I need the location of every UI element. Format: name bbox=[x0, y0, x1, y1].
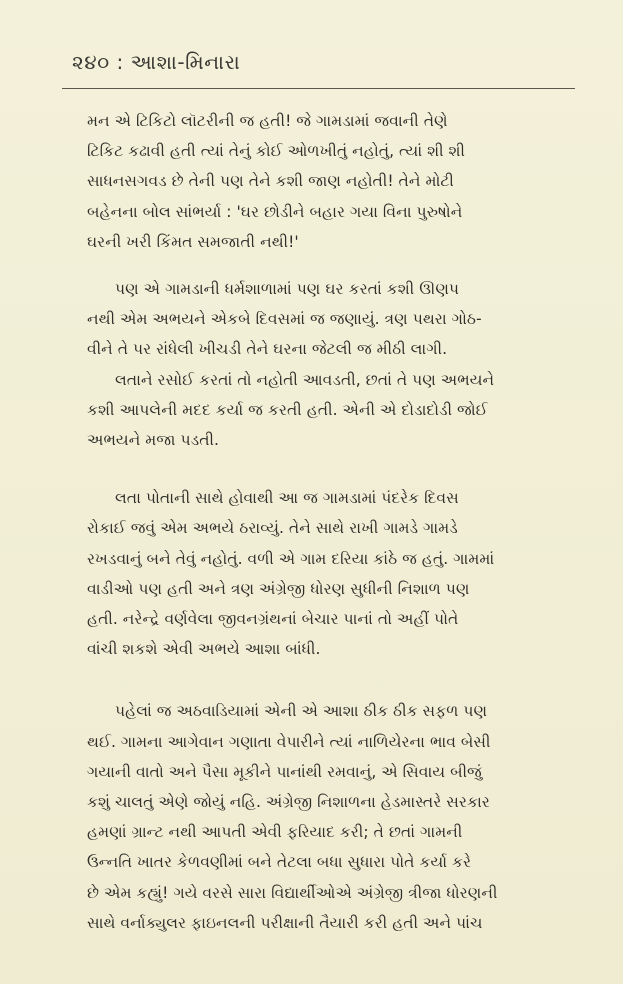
text-line: નથી એમ અભયને એકબે દિવસમાં જ જણાયું. ત્રણ પથરા ગોઠ- bbox=[87, 310, 482, 329]
book-title: આશા-મિનારા bbox=[130, 50, 241, 74]
paragraph-1 bbox=[87, 106, 587, 257]
text-line: બહેનના બોલ સાંભર્યા : 'ઘર છોડીને બહાર ગયા વિના પુરુષોને bbox=[87, 202, 463, 221]
text-line: થઈ. ગામના આગેવાન ગણાતા વેપારીને ત્યાં નાળિયેરના ભાવ બેસી bbox=[87, 732, 491, 751]
text-line: રખડવાનું બને તેવું નહોતું. વળી એ ગામ દરિયા કાંઠે જ હતું. ગામમાં bbox=[87, 549, 495, 568]
text-line: હમણાં ગ્રાન્ટ નથી આપતી એવી ફરિયાદ કરી; તે છતાં ગામની bbox=[87, 823, 463, 842]
text-line: વાડીઓ પણ હતી અને ત્રણ અંગ્રેજી ધોરણ સુધીની નિશાળ પણ bbox=[87, 579, 470, 598]
page-number: ૨૪૦ bbox=[72, 50, 110, 74]
text-line: કશું ચાલતું એણે જોયું નહિ. અંગ્રેજી નિશાળના હેડમાસ્તરે સરકાર bbox=[87, 793, 490, 812]
header-rule bbox=[62, 88, 575, 89]
text-line: ટિકિટ કઢાવી હતી ત્યાં તેનું કોઈ ઓળખીતું નહોતું, ત્યાં શી શી bbox=[87, 142, 466, 161]
text-line: ગયાની વાતો અને પૈસા મૂકીને પાનાંથી રમવાનું, એ સિવાય બીજું bbox=[87, 762, 482, 781]
text-line: ઉન્નતિ ખાતર કેળવણીમાં બને તેટલા બધા સુધારા પોતે કર્યા કરે bbox=[87, 853, 472, 872]
text-line: મન એ ટિકિટો લૉટરીની જ હતી! જે ગામડામાં જવાની તેણે bbox=[87, 112, 448, 130]
text-line: પહેલાં જ અઠવાડિયામાં એની એ આશા ઠીક ઠીક સફળ પણ bbox=[115, 702, 488, 721]
paragraph-5 bbox=[87, 696, 587, 938]
header-separator: : bbox=[116, 50, 124, 74]
text-line: લતાને રસોઈ કરતાં તો નહોતી આવડતી, છતાં તે પણ અભયને bbox=[115, 370, 495, 389]
text-line: વીને તે પર રાંધેલી ખીચડી તેને ઘરના જેટલી જ મીઠી લાગી. bbox=[87, 340, 448, 359]
paragraph-3 bbox=[87, 365, 587, 456]
text-line: રોકાઈ જવું એમ અભયે ઠરાવ્યું. તેને સાથે રાખી ગામડે ગામડે bbox=[87, 519, 458, 538]
text-line: હતી. નરેન્દ્રે વર્ણવેલા જીવનગ્રંથનાં બેચાર પાનાં તો અહીં પોતે bbox=[87, 610, 459, 629]
paragraph-4 bbox=[87, 483, 587, 664]
running-header bbox=[72, 50, 240, 74]
text-line: અભયને મજા પડતી. bbox=[87, 431, 219, 450]
body-text bbox=[87, 106, 587, 938]
paragraph-2 bbox=[87, 274, 587, 365]
text-line: પણ એ ગામડાની ધર્મશાળામાં પણ ઘર કરતાં કશી ઊણપ bbox=[115, 280, 460, 299]
text-line: લતા પોતાની સાથે હોવાથી આ જ ગામડામાં પંદરેક દિવસ bbox=[115, 489, 459, 508]
text-line: કશી આપલેની મદદ કર્યા જ કરતી હતી. એની એ દોડાદોડી જોઈ bbox=[87, 400, 488, 419]
text-line: છે એમ કહ્યું! ગયે વરસે સારા વિદ્યાર્થીઓએ અંગ્રેજી ત્રીજા ધોરણની bbox=[87, 883, 498, 902]
text-line: સાથે વર્નાક્યુલર ફાઇનલની પરીક્ષાની તૈયારી કરી હતી અને પાંચ bbox=[87, 913, 483, 932]
text-line: સાધનસગવડ છે તેની પણ તેને કશી જાણ નહોતી! તેને મોટી bbox=[87, 172, 454, 191]
text-line: ઘરની ખરી કિંમત સમજાતી નથી!' bbox=[87, 232, 299, 251]
text-line: વાંચી શકશે એવી અભયે આશા બાંધી. bbox=[87, 640, 321, 659]
